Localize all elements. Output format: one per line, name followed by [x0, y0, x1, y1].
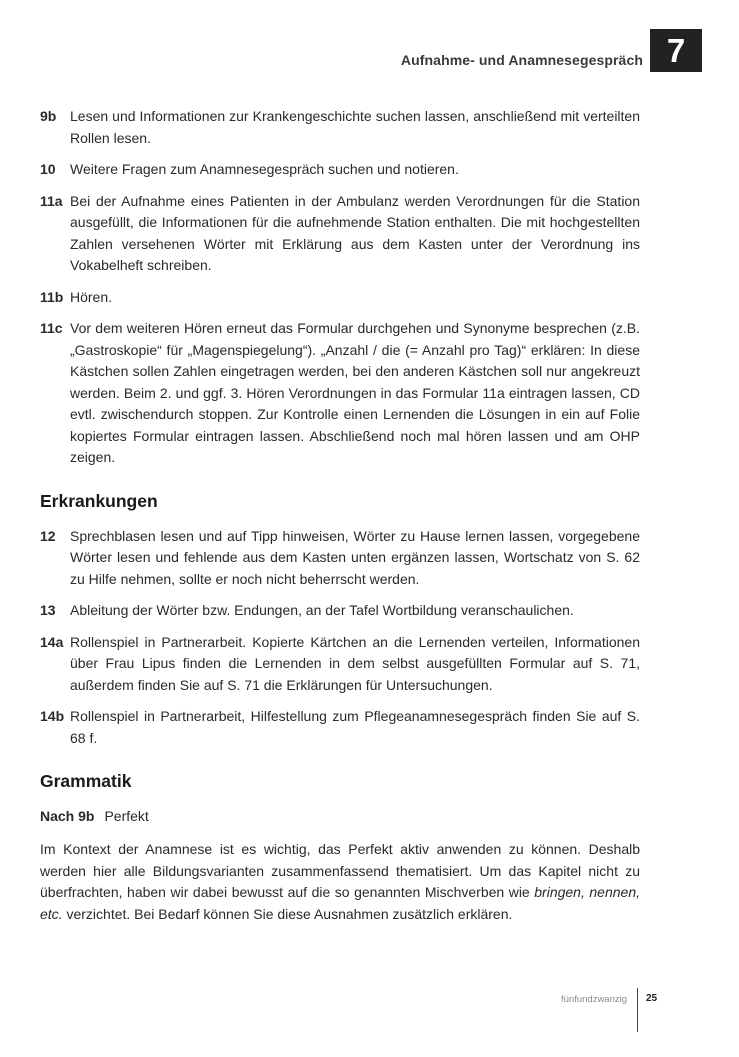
task-item	[40, 191, 640, 277]
section-heading-erkrankungen: Erkrankungen	[40, 490, 158, 511]
main-content	[40, 106, 640, 925]
grammar-paragraph	[40, 839, 640, 925]
grammar-topic: Perfekt	[104, 808, 149, 824]
footer-divider	[637, 988, 638, 1032]
task-text: Vor dem weiteren Hören erneut das Formular durchgehen und Synonyme besprechen (z.B. „Gastroskopie“ für „Magenspiegelung“). „Anzahl / die (= Anzahl pro Tag)“ erklären: In diese Kästchen sollen Zahlen eingetragen werden, bei den anderen Kästchen soll nur angekreuzt werden. Beim 2. und ggf. 3. Hören Verordnungen in das Formular 11a eintragen lassen, CD evtl. zwischendurch stoppen. Zur Kontrolle einen Lernenden die Lösungen in ein auf Folie kopiertes Formular eintragen lassen. Abschließend noch mal hören lassen und am OHP zeigen.	[70, 320, 640, 465]
task-item	[40, 318, 640, 469]
task-number: 10	[40, 161, 56, 177]
task-text: Hören.	[70, 288, 113, 305]
task-text: Rollenspiel in Partnerarbeit. Kopierte Kärtchen an die Lernenden verteilen, Informationen über Frau Lipus finden die Lernenden in dem selbst ausgefüllten Formular auf S. 71, außerdem finden Sie auf S. 71 die Erklärungen für Untersuchungen.	[70, 633, 640, 693]
task-text: Rollenspiel in Partnerarbeit, Hilfestellung zum Pflegeanamnesegespräch finden Sie auf S. 68 f.	[70, 708, 640, 746]
task-number: 14b	[40, 708, 65, 724]
task-list-2	[40, 526, 640, 750]
page-header-title: Aufnahme- und Anamnesegespräch	[400, 52, 643, 68]
task-number: 13	[40, 602, 56, 618]
grammar-paragraph-part-1: Im Kontext der Anamnese ist es wichtig, das Perfekt aktiv anwenden zu können. Deshalb werden hier alle Bildungsvarianten zusammenfassend thematisiert. Um das Kapitel nicht zu überfrachten, haben wir dabei bewusst auf die so genannten Mischverben wie	[40, 841, 640, 900]
task-number: 11a	[40, 192, 63, 209]
task-text: Bei der Aufnahme eines Patienten in der Ambulanz werden Verordnungen für die Station ausgefüllt, die Informationen für die aufnehmende Station enthalten. Die mit hochgestellten Zahlen versehenen Wörter mit Erklärung aus dem Kasten unter der Verordnung ins Vokabelheft schreiben.	[70, 192, 640, 273]
task-number: 12	[40, 527, 56, 544]
task-item	[40, 706, 640, 749]
section-heading-grammatik: Grammatik	[40, 771, 132, 791]
chapter-number-badge: 7	[650, 29, 702, 72]
task-item	[40, 287, 640, 309]
task-list-1	[40, 106, 640, 469]
grammar-paragraph-part-2: verzichtet. Bei Bedarf können Sie diese Ausnahmen zusätzlich erklären.	[62, 905, 513, 922]
page-number-word: fünfundzwanzig	[561, 994, 628, 1005]
task-text: Ableitung der Wörter bzw. Endungen, an der Tafel Wortbildung veranschaulichen.	[70, 602, 574, 618]
task-number: 11b	[40, 288, 64, 305]
grammar-paragraph-italic: bringen, nennen, etc.	[40, 884, 640, 922]
task-text: Weitere Fragen zum Anamnesegespräch suchen und notieren.	[70, 161, 459, 177]
task-text: Lesen und Informationen zur Krankengeschichte suchen lassen, anschließend mit verteilten Rollen lesen.	[70, 108, 640, 146]
task-text: Sprechblasen lesen und auf Tipp hinweisen, Wörter zu Hause lernen lassen, vorgegebene Wörter lesen und fehlende aus dem Kasten unten ergänzen lassen, Wortschatz von S. 62 zu Hilfe nehmen, sollte er noch nicht beherrscht werden.	[70, 527, 640, 587]
grammar-label: Nach 9b	[40, 808, 95, 824]
task-item	[40, 600, 640, 622]
task-item	[40, 159, 640, 181]
task-item	[40, 632, 640, 697]
grammar-subheading	[40, 806, 640, 827]
task-number: 11c	[40, 320, 63, 336]
task-number: 9b	[40, 108, 57, 124]
page-number: 25	[646, 993, 658, 1004]
task-number: 14a	[40, 633, 64, 650]
task-item	[40, 106, 640, 149]
task-item	[40, 526, 640, 591]
